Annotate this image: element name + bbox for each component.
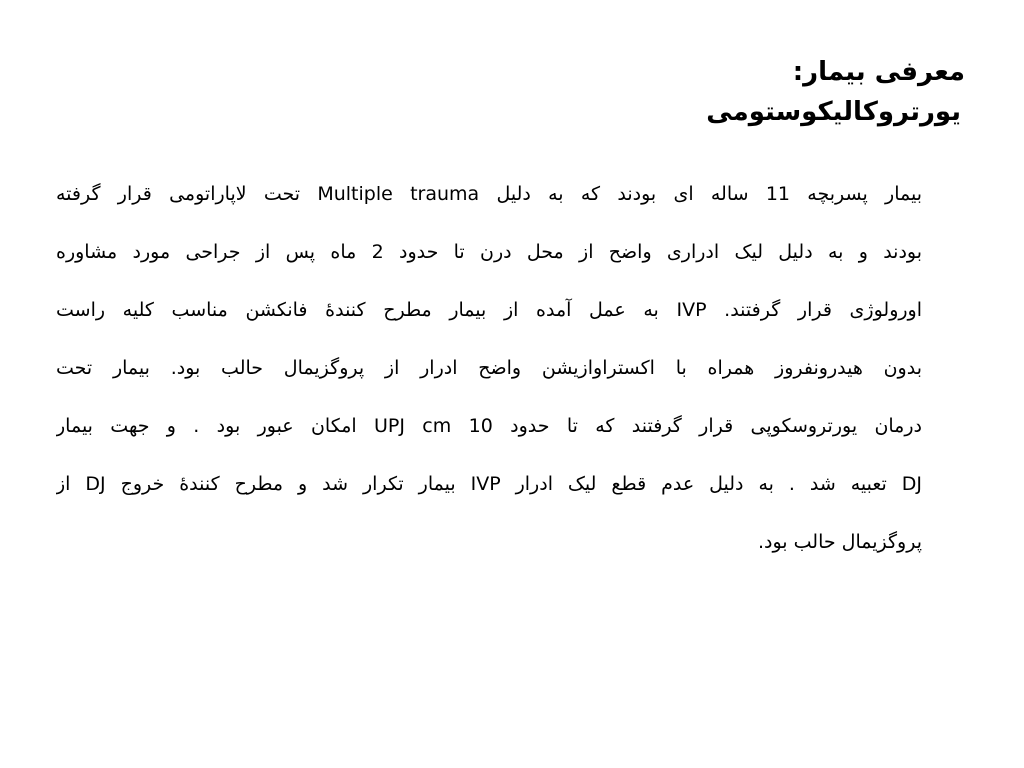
- body-line-6: DJ تعبیه شد . به دلیل عدم قطع لیک ادرار IVP بیمار تکرار شد و مطرح کنندهٔ خروج DJ از: [56, 473, 922, 495]
- body-line-3: اورولوژی قرار گرفتند. IVP به عمل آمده از بیمار مطرح کنندهٔ فانکشن مناسب کلیه راست: [56, 299, 922, 321]
- body-line-1: بیمار پسربچه 11 ساله ای بودند که به دلیل Multiple trauma تحت لاپاراتومی قرار گرفته: [56, 183, 922, 205]
- body-line-7: پروگزیمال حالب بود.: [757, 531, 922, 553]
- case-description: [56, 172, 922, 578]
- body-line-5: درمان یورتروسکوپی قرار گرفتند که تا حدود 10 UPJ cm امکان عبور بود . و جهت بیمار: [56, 415, 922, 437]
- body-line-2: بودند و به دلیل لیک ادراری واضح از محل درن تا حدود 2 ماه پس از جراحی مورد مشاوره: [56, 241, 922, 263]
- slide-title: [300, 52, 965, 132]
- body-line-4: بدون هیدرونفروز همراه با اکستراوازیشن واضح ادرار از پروگزیمال حالب بود. بیمار تحت: [56, 357, 922, 379]
- title-line-1: معرفی بیمار:: [792, 57, 965, 87]
- title-line-2: یورتروکالیکوستومی: [706, 97, 961, 127]
